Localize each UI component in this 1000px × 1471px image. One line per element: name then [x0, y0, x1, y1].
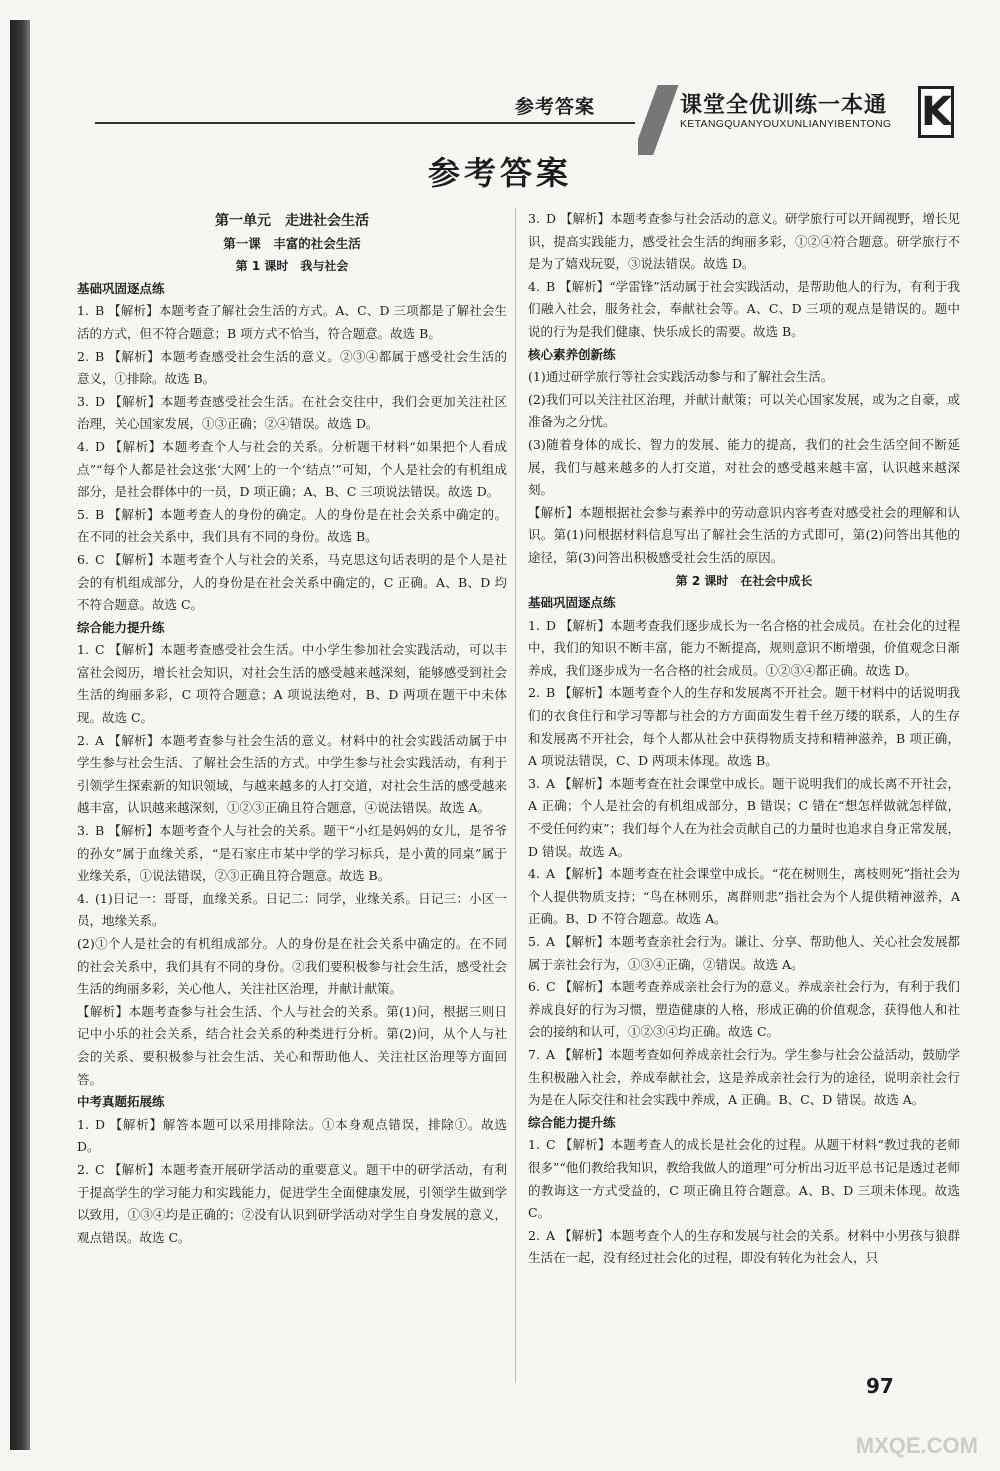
answer-item — [77, 300, 507, 345]
section-heading: 中考真题拓展练 — [77, 1094, 165, 1110]
answer-text: B 【解析】本题考查个人的生存和发展离不开社会。题干材料中的话说明我们的衣食住行和学习等都与社会的方方面面发生着千丝万缕的联系，人的生存和发展离不开社会，每个人都从社会中获得物质支持和精神滋养，B 项正确，A 项说法错误，C、D 两项未体现。故选 B。 — [528, 685, 960, 769]
answer-item — [77, 391, 507, 436]
column-divider — [515, 208, 516, 1383]
answer-number: 2. — [528, 685, 540, 701]
header-brand-pinyin: KETANGQUANYOUXUNLIANYIBENTONG — [680, 118, 892, 130]
answer-item — [528, 1225, 960, 1270]
right-column — [528, 208, 960, 1270]
lesson-heading: 第一课 丰富的社会生活 — [223, 235, 361, 251]
answer-number: 3. — [77, 823, 89, 839]
period-heading: 第 2 课时 在社会中成长 — [675, 573, 813, 588]
header-decoration — [638, 85, 678, 155]
answer-list — [77, 300, 507, 616]
answer-list — [528, 1134, 960, 1270]
answer-number: 4. — [528, 278, 540, 294]
answer-text: D 【解析】解答本题可以采用排除法。①本身观点错误，排除①。故选 D。 — [77, 1116, 507, 1155]
header-section-label: 参考答案 — [515, 96, 596, 118]
answer-number: 5. — [528, 934, 540, 949]
answer-number: 2. — [528, 1227, 540, 1243]
answer-list — [77, 1114, 507, 1250]
page-title: 参考答案 — [427, 154, 572, 192]
answer-text: C 【解析】本题考查养成亲社会行为的意义。养成亲社会行为，有利于我们养成良好的行为习惯，塑造健康的人格，形成正确的价值观念，获得他人和社会的接纳和认可，①②③④均正确。故选 C。 — [528, 979, 960, 1040]
answer-number: 1. — [528, 1137, 540, 1153]
answer-list — [528, 208, 960, 344]
answer-number: 3. — [528, 775, 540, 791]
answer-number: 4. — [77, 890, 89, 906]
answer-number: 7. — [528, 1046, 540, 1062]
header-brand-title: 课堂全优训练一本通 — [680, 93, 888, 118]
answer-item — [77, 820, 507, 888]
answer-number: 3. — [77, 393, 89, 409]
answer-number: 4. — [77, 438, 89, 454]
answer-text: A 【解析】本题考查在社会课堂中成长。“花在树则生，离枝则死”指社会为个人提供物质支持；“鸟在林则乐，离群则悲”指社会为个人提供精神滋养，A 正确。B、D 不符合题意。故选 A。 — [528, 866, 960, 927]
answer-text: A 【解析】本题考查参与社会生活的意义。材料中的社会实践活动属于中学生参与社会生活、了解社会生活的方式。中学生参与社会实践活动，有利于引领学生探索新的知识领域，与越来越多的人打交道，对社会生活的感受越来越丰富，认识越来越深刻，①②③正确且符合题意，④说法错误。故选 A。 — [77, 732, 507, 816]
answer-item — [77, 888, 507, 933]
answer-text: D 【解析】本题考查个人与社会的关系。分析题干材料“如果把个人看成点”“每个人都是社会这张‘大网’上的一个‘结点’”可知，个人是社会的有机组成部分，是社会群体中的一员，D 项正确；A、B、C 三项说法错误。故选 D。 — [77, 438, 507, 500]
answer-item — [528, 773, 960, 863]
answer-text: C 【解析】本题考查个人与社会的关系，马克思这句话表明的是个人是社会的有机组成部分，人的身份是在社会关系中确定的，C 正确。A、B、D 均不符合题意。故选 C。 — [77, 551, 507, 613]
answer-item — [77, 1114, 507, 1159]
answer-item — [528, 615, 960, 683]
answer-item — [77, 504, 507, 549]
answer-number: 2. — [77, 348, 89, 364]
answer-text: C 【解析】本题考查开展研学活动的重要意义。题干中的研学活动，有利于提高学生的学习能力和实践能力，促进学生全面健康发展，引领学生做到学以致用，①③④均是正确的；②没有认识到研学活动对学生自身发展的意义，观点错误。故选 C。 — [77, 1161, 507, 1245]
answer-text: A 【解析】本题考查如何养成亲社会行为。学生参与社会公益活动，鼓励学生积极融入社会，养成奉献社会，这是养成亲社会行为的途径，说明亲社会行为是在人际交往和社会实践中养成，A 正确。B、C、D 错误。故选 A。 — [528, 1046, 960, 1108]
period-heading: 第 1 课时 我与社会 — [235, 259, 349, 274]
answer-paragraph: (2)我们可以关注社区治理，并献计献策；可以关心国家发展，或为之自豪，或准备为之分忧。 — [528, 391, 960, 430]
brand-logo: K — [918, 86, 954, 138]
binding-edge — [10, 20, 30, 1450]
section-heading: 综合能力提升练 — [528, 1114, 616, 1130]
answer-text: D 【解析】本题考查我们逐步成长为一名合格的社会成员。在社会化的过程中，我们的知识不断丰富，能力不断提高，规则意识不断增强，价值观念日渐养成，我们逐步成为一名合格的社会成员。①②③④都正确。故选 D。 — [528, 617, 960, 678]
answer-number: 5. — [77, 506, 89, 522]
answer-text: B 【解析】本题考查人的身份的确定。人的身份是在社会关系中确定的。在不同的社会关系中，我们具有不同的身份。故选 B。 — [77, 506, 507, 545]
answer-text: B 【解析】“学雷锋”活动属于社会实践活动，是帮助他人的行为，有利于我们融入社会，服务社会，奉献社会等。A、C、D 三项的观点是错误的。题中说的行为是我们健康、快乐成长的需要。故选 B。 — [528, 278, 960, 339]
answer-item — [528, 682, 960, 772]
answer-list — [77, 639, 507, 933]
unit-heading: 第一单元 走进社会生活 — [215, 213, 369, 229]
answer-number: 4. — [528, 866, 540, 882]
answer-item — [528, 208, 960, 276]
answer-item — [528, 276, 960, 344]
answer-item — [77, 1159, 507, 1249]
answer-number: 1. — [77, 642, 89, 658]
answer-number: 1. — [528, 617, 540, 633]
header-rule — [95, 122, 635, 124]
answer-item — [528, 1044, 960, 1112]
answer-text: C 【解析】本题考查人的成长是社会化的过程。从题干材料“教过我的老师很多”“他们教给我知识，教给我做人的道理”可分析出习近平总书记是透过老师的教诲这一方式受益的，C 项正确且符合题意。A、B、D 三项未体现。故选 C。 — [528, 1137, 960, 1221]
analysis-paragraph: 【解析】本题考查参与社会生活、个人与社会的关系。第(1)问，根据三则日记中小乐的社会关系，结合社会关系的种类进行分析。第(2)问，从个人与社会的关系、要积极参与社会生活、关心和帮助他人、关注社区治理等方面回答。 — [77, 1003, 507, 1087]
answer-text: B 【解析】本题考查感受社会生活的意义。②③④都属于感受社会生活的意义，①排除。故选 B。 — [77, 348, 507, 387]
answer-text: D 【解析】本题考查感受社会生活。在社会交往中，我们会更加关注社区治理，关心国家发展，①③正确；②④错误。故选 D。 — [77, 393, 507, 432]
answer-number: 6. — [77, 551, 89, 567]
answer-text: A 【解析】本题考查个人的生存和发展与社会的关系。材料中小男孩与狼群生活在一起，没有经过社会化的过程，即没有转化为社会人，只 — [528, 1227, 960, 1266]
answer-paragraph: (2)①个人是社会的有机组成部分。人的身份是在社会关系中确定的。在不同的社会关系中，我们具有不同的身份。②我们要积极参与社会生活，感受社会生活的绚丽多彩，关心他人，关注社区治理，并献计献策。 — [77, 936, 507, 997]
answer-number: 2. — [77, 1161, 89, 1177]
answer-item — [77, 346, 507, 391]
answer-number: 1. — [77, 303, 89, 319]
answer-text: B 【解析】本题考查个人与社会的关系。题干“小红是妈妈的女儿，是爷爷的孙女”属于血缘关系，“是石家庄市某中学的学习标兵，是小黄的同桌”属于业缘关系，①说法错误，②③正确且符合题意。故选 B。 — [77, 823, 507, 884]
answer-text: A 【解析】本题考查亲社会行为。谦让、分享、帮助他人、关心社会发展都属于亲社会行为，①③④正确，②错误。故选 A。 — [528, 934, 960, 972]
page-number: 97 — [866, 1374, 894, 1398]
answer-list — [528, 615, 960, 1112]
answer-text: D 【解析】本题考查参与社会活动的意义。研学旅行可以开阔视野，增长见识，提高实践能力，感受社会生活的绚丽多彩，①②④符合题意。研学旅行不是为了嬉戏玩耍，③说法错误。故选 D。 — [528, 211, 960, 272]
answer-item — [77, 549, 507, 617]
answer-item — [528, 931, 960, 976]
answer-number: 2. — [77, 732, 89, 748]
section-heading: 基础巩固逐点练 — [77, 280, 165, 296]
answer-item — [528, 1134, 960, 1224]
answer-paragraph: (1)通过研学旅行等社会实践活动参与和了解社会生活。 — [528, 369, 834, 385]
answer-item — [77, 639, 507, 729]
section-heading: 核心素养创新练 — [528, 346, 616, 362]
answer-text: (1)日记一：哥哥，血缘关系。日记二：同学，业缘关系。日记三：小区一员，地缘关系。 — [77, 890, 507, 929]
watermark: MXQE.COM — [855, 1433, 978, 1458]
answer-paragraph: (3)随着身体的成长、智力的发展、能力的提高，我们的社会生活空间不断延展，我们与越来越多的人打交道，对社会的感受越来越丰富，认识越来越深刻。 — [528, 436, 960, 498]
answer-text: C 【解析】本题考查感受社会生活。中小学生参加社会实践活动，可以丰富社会阅历，增长社会知识，对社会生活的感受越来越深刻，能够感受到社会生活的绚丽多彩，C 项符合题意；A 项说法绝对，B、D 两项在题干中未体现。故选 C。 — [77, 642, 507, 726]
answer-text: A 【解析】本题考查在社会课堂中成长。题干说明我们的成长离不开社会，A 正确；个人是社会的有机组成部分，B 错误；C 错在“想怎样做就怎样做，不受任何约束”；我们每个人在为社会贡献自己的力量时也追求自身正常发展，D 错误。故选 A。 — [528, 775, 960, 859]
answer-number: 3. — [528, 211, 540, 226]
answer-text: B 【解析】本题考查了解社会生活的方式。A、C、D 三项都是了解社会生活的方式，但不符合题意；B 项方式不恰当，符合题意。故选 B。 — [77, 303, 507, 341]
section-heading: 基础巩固逐点练 — [528, 595, 616, 611]
answer-number: 1. — [77, 1116, 89, 1132]
answer-item — [77, 730, 507, 820]
answer-item — [528, 976, 960, 1044]
answer-item — [77, 436, 507, 504]
left-column — [77, 208, 507, 1249]
answer-item — [528, 863, 960, 931]
section-heading: 综合能力提升练 — [77, 619, 165, 635]
answer-number: 6. — [528, 979, 540, 995]
analysis-paragraph: 【解析】本题根据社会参与素养中的劳动意识内容考查对感受社会的理解和认识。第(1)问根据材料信息写出了解社会生活的方式即可，第(2)问答出其他的途径，第(3)问答出积极感受社会生活的原因。 — [528, 504, 960, 565]
